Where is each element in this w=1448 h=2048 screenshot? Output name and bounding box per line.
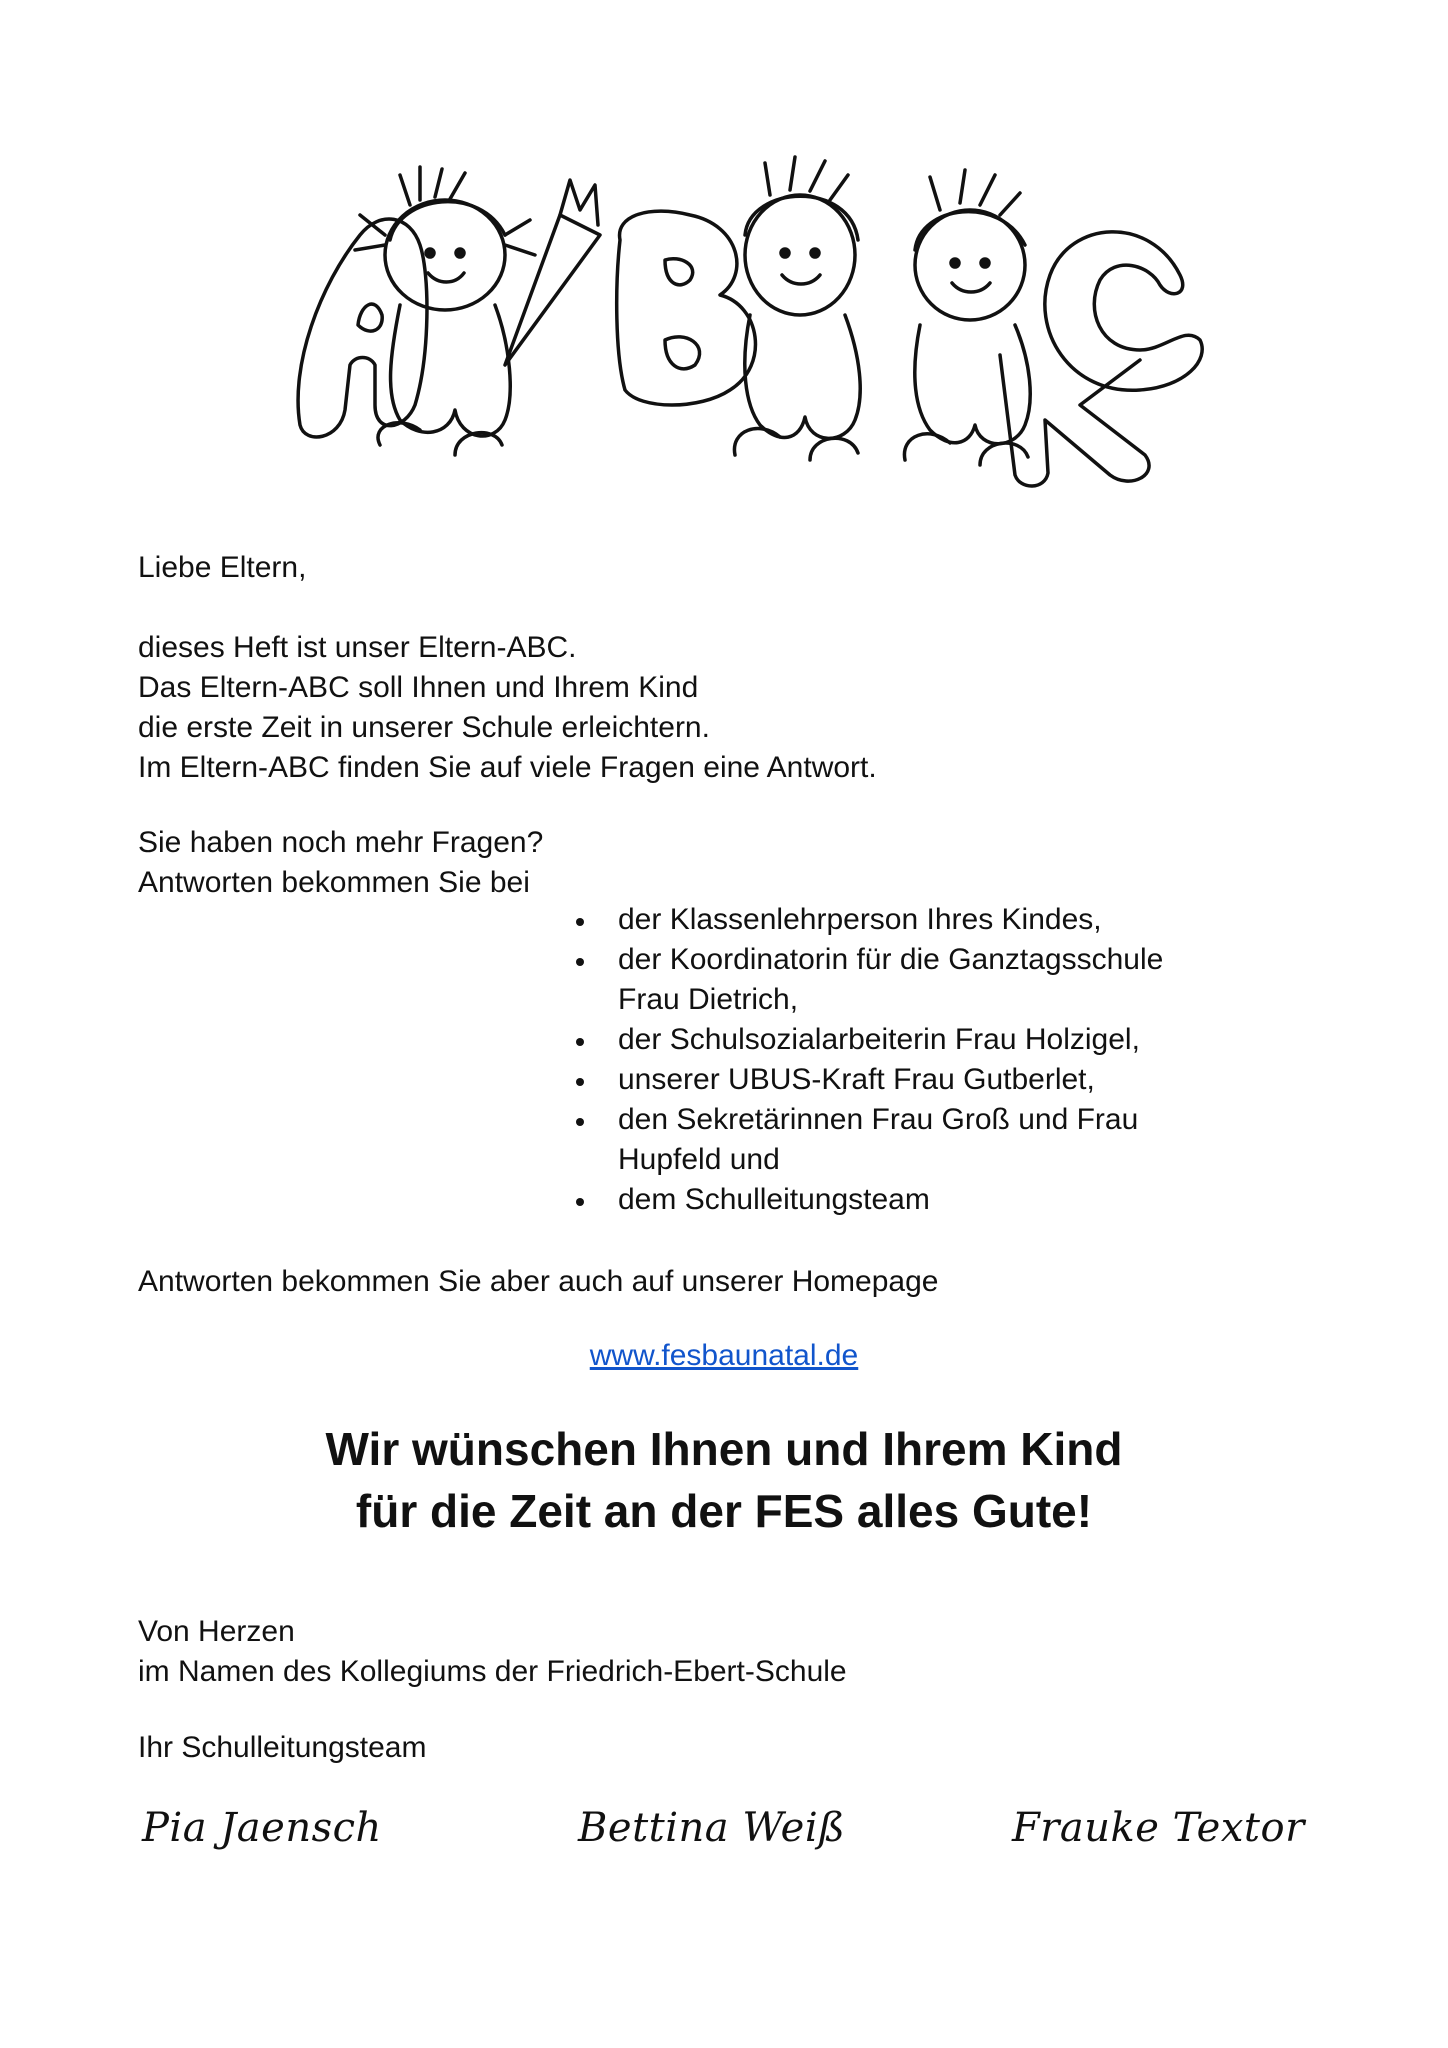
contact-line: der Klassenlehrperson Ihres Kindes, xyxy=(618,903,1102,936)
salutation: Liebe Eltern, xyxy=(138,551,307,584)
intro-line: Im Eltern-ABC finden Sie auf viele Fragen eine Antwort. xyxy=(138,751,877,784)
contact-line: Frau Dietrich, xyxy=(618,983,799,1016)
wish-line: für die Zeit an der FES alles Gute! xyxy=(355,1485,1093,1537)
closing-paragraph xyxy=(138,1612,847,1692)
contact-line: Hupfeld und xyxy=(618,1143,780,1176)
signature-2: Bettina Weiß xyxy=(578,1805,846,1851)
list-item xyxy=(560,1060,1163,1100)
intro-line: Das Eltern-ABC soll Ihnen und Ihrem Kind xyxy=(138,671,699,704)
closing-line: Von Herzen xyxy=(138,1615,295,1648)
homepage-link[interactable]: www.fesbaunatal.de xyxy=(589,1339,859,1372)
bullet-icon xyxy=(576,1198,584,1206)
contact-list xyxy=(560,900,1163,1220)
intro-paragraph xyxy=(138,628,877,788)
contact-line: unserer UBUS-Kraft Frau Gutberlet, xyxy=(618,1063,1095,1096)
bullet-icon xyxy=(576,1038,584,1046)
signature-3: Frauke Textor xyxy=(1012,1805,1305,1851)
homepage-text: Antworten bekommen Sie aber auch auf unserer Homepage xyxy=(138,1265,939,1298)
list-item xyxy=(560,1180,1163,1220)
contact-line: der Koordinatorin für die Ganztagsschule xyxy=(618,943,1164,976)
question-line: Antworten bekommen Sie bei xyxy=(138,866,530,899)
bullet-icon xyxy=(576,1078,584,1086)
intro-line: die erste Zeit in unserer Schule erleichtern. xyxy=(138,711,710,744)
list-item xyxy=(560,1100,1163,1180)
wish-heading xyxy=(0,1418,1448,1542)
bullet-icon xyxy=(576,958,584,966)
contact-line: der Schulsozialarbeiterin Frau Holzigel, xyxy=(618,1023,1140,1056)
list-item xyxy=(560,940,1163,1020)
intro-line: dieses Heft ist unser Eltern-ABC. xyxy=(138,631,577,664)
list-item xyxy=(560,1020,1163,1060)
abc-children-illustration-icon xyxy=(280,155,1240,495)
team-label: Ihr Schulleitungsteam xyxy=(138,1731,427,1764)
list-item xyxy=(560,900,1163,940)
wish-line: Wir wünschen Ihnen und Ihrem Kind xyxy=(325,1423,1123,1475)
signature-1: Pia Jaensch xyxy=(142,1805,382,1851)
contact-line: dem Schulleitungsteam xyxy=(618,1183,930,1216)
question-line: Sie haben noch mehr Fragen? xyxy=(138,826,544,859)
questions-paragraph xyxy=(138,823,543,903)
closing-line: im Namen des Kollegiums der Friedrich-Ebert-Schule xyxy=(138,1655,847,1688)
contact-line: den Sekretärinnen Frau Groß und Frau xyxy=(618,1103,1139,1136)
bullet-icon xyxy=(576,1118,584,1126)
homepage-link-container xyxy=(0,1336,1448,1376)
bullet-icon xyxy=(576,918,584,926)
